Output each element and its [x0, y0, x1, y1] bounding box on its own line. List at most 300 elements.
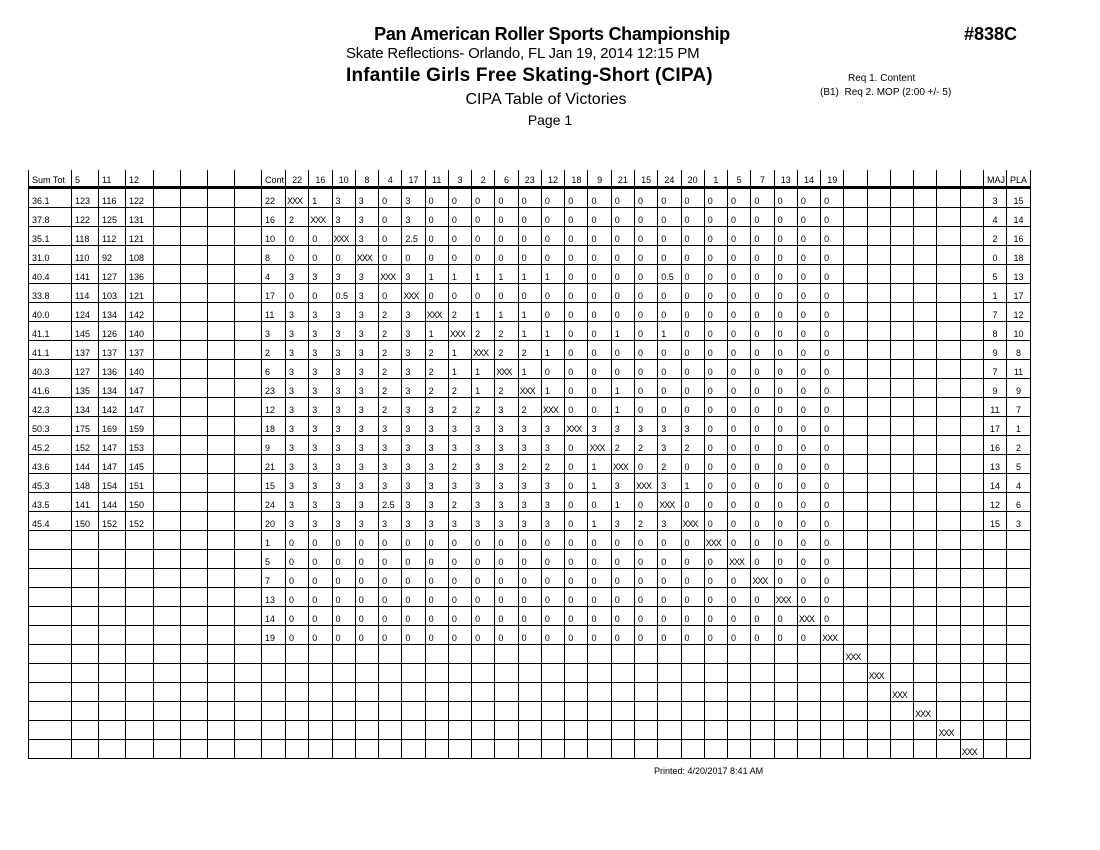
judge-score-cell — [126, 702, 154, 721]
victory-cell: 0 — [658, 398, 681, 417]
victory-cell — [890, 493, 913, 512]
victory-cell: 0 — [425, 284, 448, 303]
victory-cell: 0 — [797, 360, 820, 379]
victory-cell — [844, 208, 867, 227]
judge-score-cell — [99, 664, 126, 683]
victory-cell: 1 — [611, 398, 634, 417]
victory-cell: 3 — [309, 512, 332, 531]
victory-cell: 3 — [286, 360, 309, 379]
victory-cell: 3 — [495, 398, 518, 417]
sum-total-cell: 45.4 — [29, 512, 72, 531]
column-header-contestant: 24 — [658, 170, 681, 188]
column-header-contestant: 13 — [774, 170, 797, 188]
victory-cell: 1 — [541, 379, 564, 398]
victory-cell: 0 — [821, 455, 844, 474]
sum-total-cell — [29, 683, 72, 702]
judge-score-cell — [208, 721, 235, 740]
table-row — [29, 246, 1031, 265]
victory-cell: 0 — [425, 531, 448, 550]
victory-cell: 0 — [774, 569, 797, 588]
victory-cell: 0 — [541, 227, 564, 246]
victory-cell — [518, 683, 541, 702]
judge-score-cell — [208, 303, 235, 322]
victory-cell — [821, 702, 844, 721]
victory-cell — [844, 493, 867, 512]
victory-cell: 0 — [565, 284, 588, 303]
victory-cell — [937, 398, 960, 417]
victory-cell: 0 — [565, 398, 588, 417]
victory-cell — [751, 683, 774, 702]
victory-cell — [960, 550, 983, 569]
victory-cell: 0 — [611, 246, 634, 265]
victory-cell: 0 — [588, 531, 611, 550]
victory-cell: 3 — [402, 265, 425, 284]
victory-cell: 3 — [541, 474, 564, 493]
victory-cell: 3 — [286, 265, 309, 284]
victory-cell: 0 — [751, 303, 774, 322]
victory-cell — [937, 626, 960, 645]
victory-cell: 0 — [611, 188, 634, 208]
victory-cell: 0 — [565, 474, 588, 493]
victory-cell: 0 — [611, 550, 634, 569]
victory-cell: 0 — [751, 265, 774, 284]
judge-score-cell: 150 — [72, 512, 99, 531]
self-comparison-cell: XXX — [518, 379, 541, 398]
contestant-number-cell — [262, 664, 286, 683]
victory-cell — [425, 664, 448, 683]
victory-cell — [937, 531, 960, 550]
judge-score-cell — [72, 664, 99, 683]
victory-cell: 0 — [425, 607, 448, 626]
judge-score-cell — [208, 246, 235, 265]
victory-cell — [844, 341, 867, 360]
victory-cell: 0 — [658, 569, 681, 588]
victory-cell: 1 — [425, 322, 448, 341]
victory-cell: 0 — [821, 208, 844, 227]
victory-cell: 0 — [565, 607, 588, 626]
victory-cell — [867, 436, 890, 455]
victory-cell — [681, 683, 704, 702]
column-header: 5 — [72, 170, 99, 188]
victory-cell — [867, 493, 890, 512]
victory-cell — [844, 417, 867, 436]
placement-cell — [1006, 721, 1030, 740]
victory-cell — [844, 227, 867, 246]
victory-cell: 0 — [658, 208, 681, 227]
victory-cell — [937, 246, 960, 265]
victory-cell: 0 — [681, 360, 704, 379]
self-comparison-cell: XXX — [332, 227, 355, 246]
victory-cell: 0 — [588, 398, 611, 417]
victory-cell: 0 — [448, 208, 471, 227]
victory-cell: 0 — [565, 208, 588, 227]
judge-score-cell — [208, 683, 235, 702]
victory-cell: 0 — [658, 607, 681, 626]
victory-cell: 0 — [472, 569, 495, 588]
victory-cell: 0 — [704, 398, 727, 417]
victory-cell: 0 — [681, 493, 704, 512]
judge-score-cell: 141 — [72, 493, 99, 512]
judge-score-cell — [181, 740, 208, 759]
victory-cell: 0 — [286, 284, 309, 303]
victory-cell: 3 — [402, 188, 425, 208]
victory-cell: 0 — [797, 569, 820, 588]
judge-score-cell — [181, 588, 208, 607]
victory-cell: 0 — [402, 626, 425, 645]
victory-cell: 3 — [518, 493, 541, 512]
victory-cell: 3 — [309, 436, 332, 455]
contestant-number-cell: 17 — [262, 284, 286, 303]
victory-cell: 0 — [797, 303, 820, 322]
victory-cell — [634, 702, 657, 721]
victory-cell — [844, 379, 867, 398]
victory-cell: 0 — [658, 246, 681, 265]
victory-cell: 3 — [402, 398, 425, 417]
judge-score-cell: 126 — [99, 322, 126, 341]
table-row — [29, 512, 1031, 531]
victory-cell — [844, 455, 867, 474]
victory-cell — [867, 512, 890, 531]
victory-cell: 0 — [704, 474, 727, 493]
victory-cell: 0 — [565, 322, 588, 341]
victory-cell: 3 — [518, 512, 541, 531]
victory-cell: 3 — [425, 436, 448, 455]
victory-cell: 3 — [286, 322, 309, 341]
victory-cell: 2 — [425, 360, 448, 379]
victory-cell: 0 — [728, 188, 751, 208]
column-header-contestant — [914, 170, 937, 188]
victory-cell — [937, 550, 960, 569]
sum-total-cell — [29, 550, 72, 569]
victory-cell: 0 — [588, 188, 611, 208]
victory-cell: 0.5 — [658, 265, 681, 284]
victory-cell: 2.5 — [379, 493, 402, 512]
victory-cell: 0 — [379, 550, 402, 569]
requirement-2 — [820, 87, 951, 98]
victory-cell — [937, 474, 960, 493]
victory-cell — [425, 645, 448, 664]
victory-cell — [658, 702, 681, 721]
victory-cell: 3 — [402, 455, 425, 474]
victory-cell: 0 — [704, 607, 727, 626]
victory-cell — [309, 645, 332, 664]
victory-cell — [914, 607, 937, 626]
victory-cell: 3 — [448, 474, 471, 493]
victory-cell: 1 — [611, 379, 634, 398]
victory-cell: 3 — [355, 360, 378, 379]
victory-cell: 0 — [472, 246, 495, 265]
victory-cell — [960, 531, 983, 550]
victory-cell: 0 — [634, 246, 657, 265]
victory-cell: 0 — [309, 607, 332, 626]
victory-cell: 0 — [518, 550, 541, 569]
victory-cell: 0 — [518, 531, 541, 550]
victory-cell — [472, 664, 495, 683]
victory-cell: 0 — [332, 246, 355, 265]
judge-score-cell: 103 — [99, 284, 126, 303]
victory-cell — [890, 436, 913, 455]
sum-total-cell: 37.8 — [29, 208, 72, 227]
victory-cell: 0 — [728, 360, 751, 379]
judge-score-cell — [235, 436, 262, 455]
victory-cell — [402, 645, 425, 664]
victory-cell: 0 — [588, 303, 611, 322]
victory-cell: 3 — [495, 455, 518, 474]
table-row — [29, 398, 1031, 417]
judge-score-cell: 148 — [72, 474, 99, 493]
victory-cell: 0 — [751, 398, 774, 417]
victory-cell — [890, 303, 913, 322]
column-header-contestant: 23 — [518, 170, 541, 188]
judge-score-cell — [235, 664, 262, 683]
victory-cell: 0 — [518, 246, 541, 265]
victory-cell: 0 — [634, 208, 657, 227]
victory-cell — [937, 303, 960, 322]
self-comparison-cell: XXX — [937, 721, 960, 740]
victory-cell: 0 — [704, 493, 727, 512]
victory-cell: 0 — [774, 227, 797, 246]
column-header-contestant: 7 — [751, 170, 774, 188]
victory-cell: 0 — [728, 455, 751, 474]
victory-cell: 0 — [751, 322, 774, 341]
victory-cell: 3 — [518, 417, 541, 436]
victory-cell: 3 — [355, 303, 378, 322]
victory-cell — [867, 265, 890, 284]
victory-cell — [890, 455, 913, 474]
victory-cell: 0 — [611, 208, 634, 227]
victory-cell — [960, 322, 983, 341]
victory-cell: 0 — [588, 379, 611, 398]
victory-cell: 2.5 — [402, 227, 425, 246]
victory-cell — [518, 740, 541, 759]
victory-cell — [960, 436, 983, 455]
victory-cell — [914, 246, 937, 265]
judge-score-cell — [208, 702, 235, 721]
victory-cell: 0 — [681, 379, 704, 398]
victory-cell: 0 — [611, 607, 634, 626]
contestant-number-cell: 7 — [262, 569, 286, 588]
victory-cell: 0 — [821, 188, 844, 208]
victory-cell: 0 — [658, 588, 681, 607]
judge-score-cell — [154, 227, 181, 246]
victory-cell — [658, 645, 681, 664]
victory-cell — [844, 664, 867, 683]
victory-cell — [518, 664, 541, 683]
victory-cell — [914, 721, 937, 740]
victory-cell — [960, 702, 983, 721]
victory-cell — [309, 721, 332, 740]
victory-cell: 3 — [472, 512, 495, 531]
victory-cell — [914, 417, 937, 436]
victory-cell: 3 — [402, 303, 425, 322]
victory-cell: 0 — [728, 512, 751, 531]
judge-score-cell — [208, 512, 235, 531]
contestant-number-cell: 20 — [262, 512, 286, 531]
victory-cell: 0 — [658, 284, 681, 303]
victory-cell: 0 — [797, 322, 820, 341]
victory-cell — [541, 721, 564, 740]
victory-cell — [402, 702, 425, 721]
majority-cell — [983, 683, 1006, 702]
sum-total-cell: 42.3 — [29, 398, 72, 417]
self-comparison-cell: XXX — [728, 550, 751, 569]
victory-cell: 0 — [472, 607, 495, 626]
victory-cell: 0 — [797, 436, 820, 455]
judge-score-cell: 169 — [99, 417, 126, 436]
victory-cell: 3 — [355, 493, 378, 512]
victory-cell: 3 — [309, 322, 332, 341]
judge-score-cell — [181, 417, 208, 436]
victory-cell: 1 — [448, 341, 471, 360]
majority-cell: 7 — [983, 360, 1006, 379]
victory-cell — [797, 664, 820, 683]
victory-cell: 3 — [495, 493, 518, 512]
column-header-contestant: 6 — [495, 170, 518, 188]
victory-cell: 0 — [774, 550, 797, 569]
victory-cell: 3 — [332, 455, 355, 474]
table-row — [29, 188, 1031, 208]
page-label: Page 1 — [527, 112, 573, 128]
victory-cell: 3 — [332, 493, 355, 512]
contestant-number-cell: 19 — [262, 626, 286, 645]
majority-cell: 9 — [983, 341, 1006, 360]
victory-cell: 0 — [518, 607, 541, 626]
victory-cell — [914, 645, 937, 664]
victory-cell: 0 — [728, 607, 751, 626]
judge-score-cell: 175 — [72, 417, 99, 436]
victory-cell — [914, 436, 937, 455]
victory-cell — [937, 455, 960, 474]
victory-cell: 1 — [588, 455, 611, 474]
victory-cell — [309, 683, 332, 702]
victory-cell: 0 — [681, 208, 704, 227]
victory-cell: 0 — [681, 455, 704, 474]
victory-cell — [844, 265, 867, 284]
victory-cell: 3 — [332, 436, 355, 455]
victory-cell: 0 — [704, 436, 727, 455]
victory-cell — [425, 702, 448, 721]
victory-cell: 0 — [541, 303, 564, 322]
victory-cell — [890, 664, 913, 683]
victory-cell: 3 — [332, 303, 355, 322]
victory-cell — [960, 398, 983, 417]
judge-score-cell — [154, 683, 181, 702]
victory-cell: 1 — [472, 303, 495, 322]
victory-cell — [611, 645, 634, 664]
victory-cell — [867, 550, 890, 569]
victory-cell: 0 — [751, 455, 774, 474]
victory-cell — [914, 550, 937, 569]
judge-score-cell — [154, 588, 181, 607]
victory-cell — [890, 512, 913, 531]
column-header-contestant: 3 — [448, 170, 471, 188]
victory-cell: 0 — [704, 227, 727, 246]
victory-cell — [937, 284, 960, 303]
victory-cell: 3 — [309, 417, 332, 436]
victory-cell: 0 — [611, 303, 634, 322]
victory-cell — [425, 740, 448, 759]
victory-cell: 0 — [565, 188, 588, 208]
victory-cell: 0 — [821, 398, 844, 417]
victory-cell — [658, 664, 681, 683]
judge-score-cell — [208, 531, 235, 550]
victory-cell: 0 — [774, 531, 797, 550]
victory-cell: 0 — [774, 493, 797, 512]
victory-cell: 3 — [309, 341, 332, 360]
column-header-maj: MAJ — [983, 170, 1006, 188]
victory-cell: 3 — [286, 474, 309, 493]
placement-cell: 3 — [1006, 512, 1030, 531]
judge-score-cell — [154, 702, 181, 721]
victory-cell: 0 — [541, 531, 564, 550]
victory-cell: 0 — [658, 379, 681, 398]
victory-cell: 0 — [565, 531, 588, 550]
table-row — [29, 550, 1031, 569]
placement-cell — [1006, 588, 1030, 607]
victory-cell: 0 — [588, 284, 611, 303]
victory-cell: 0 — [286, 227, 309, 246]
column-header-contestant: 21 — [611, 170, 634, 188]
judge-score-cell — [72, 550, 99, 569]
sum-total-cell: 33.8 — [29, 284, 72, 303]
victory-cell: 0 — [425, 550, 448, 569]
victory-cell: 0 — [565, 246, 588, 265]
victory-cell — [658, 721, 681, 740]
victory-cell — [332, 721, 355, 740]
victory-cell — [914, 208, 937, 227]
victory-cell: 0 — [728, 398, 751, 417]
judge-score-cell — [72, 626, 99, 645]
judge-score-cell — [181, 531, 208, 550]
victory-cell — [960, 455, 983, 474]
victory-cell: 0 — [448, 569, 471, 588]
victory-cell: 0 — [425, 188, 448, 208]
victory-cell: 0 — [565, 360, 588, 379]
victory-cell: 0 — [472, 227, 495, 246]
judge-score-cell: 135 — [72, 379, 99, 398]
victory-cell: 0 — [565, 512, 588, 531]
victory-cell: 0 — [774, 417, 797, 436]
victory-cell — [890, 341, 913, 360]
victory-cell: 3 — [402, 436, 425, 455]
victory-cell — [611, 721, 634, 740]
judge-score-cell: 145 — [126, 455, 154, 474]
victory-cell: 0 — [728, 227, 751, 246]
placement-cell — [1006, 607, 1030, 626]
victory-cell: 0 — [495, 284, 518, 303]
victory-cell — [658, 740, 681, 759]
placement-cell: 13 — [1006, 265, 1030, 284]
table-row — [29, 645, 1031, 664]
victory-cell: 0 — [797, 284, 820, 303]
judge-score-cell: 151 — [126, 474, 154, 493]
judge-score-cell — [99, 740, 126, 759]
sum-total-cell: 41.6 — [29, 379, 72, 398]
victory-cell: 3 — [402, 512, 425, 531]
victory-cell — [751, 645, 774, 664]
victory-cell — [914, 455, 937, 474]
judge-score-cell — [208, 664, 235, 683]
contestant-number-cell: 3 — [262, 322, 286, 341]
victory-cell — [797, 702, 820, 721]
victory-cell: 0 — [541, 569, 564, 588]
victory-cell — [797, 645, 820, 664]
victory-cell — [588, 664, 611, 683]
victory-cell — [914, 379, 937, 398]
victory-cell: 0 — [565, 455, 588, 474]
victory-cell: 0 — [332, 550, 355, 569]
victory-cell — [867, 188, 890, 208]
